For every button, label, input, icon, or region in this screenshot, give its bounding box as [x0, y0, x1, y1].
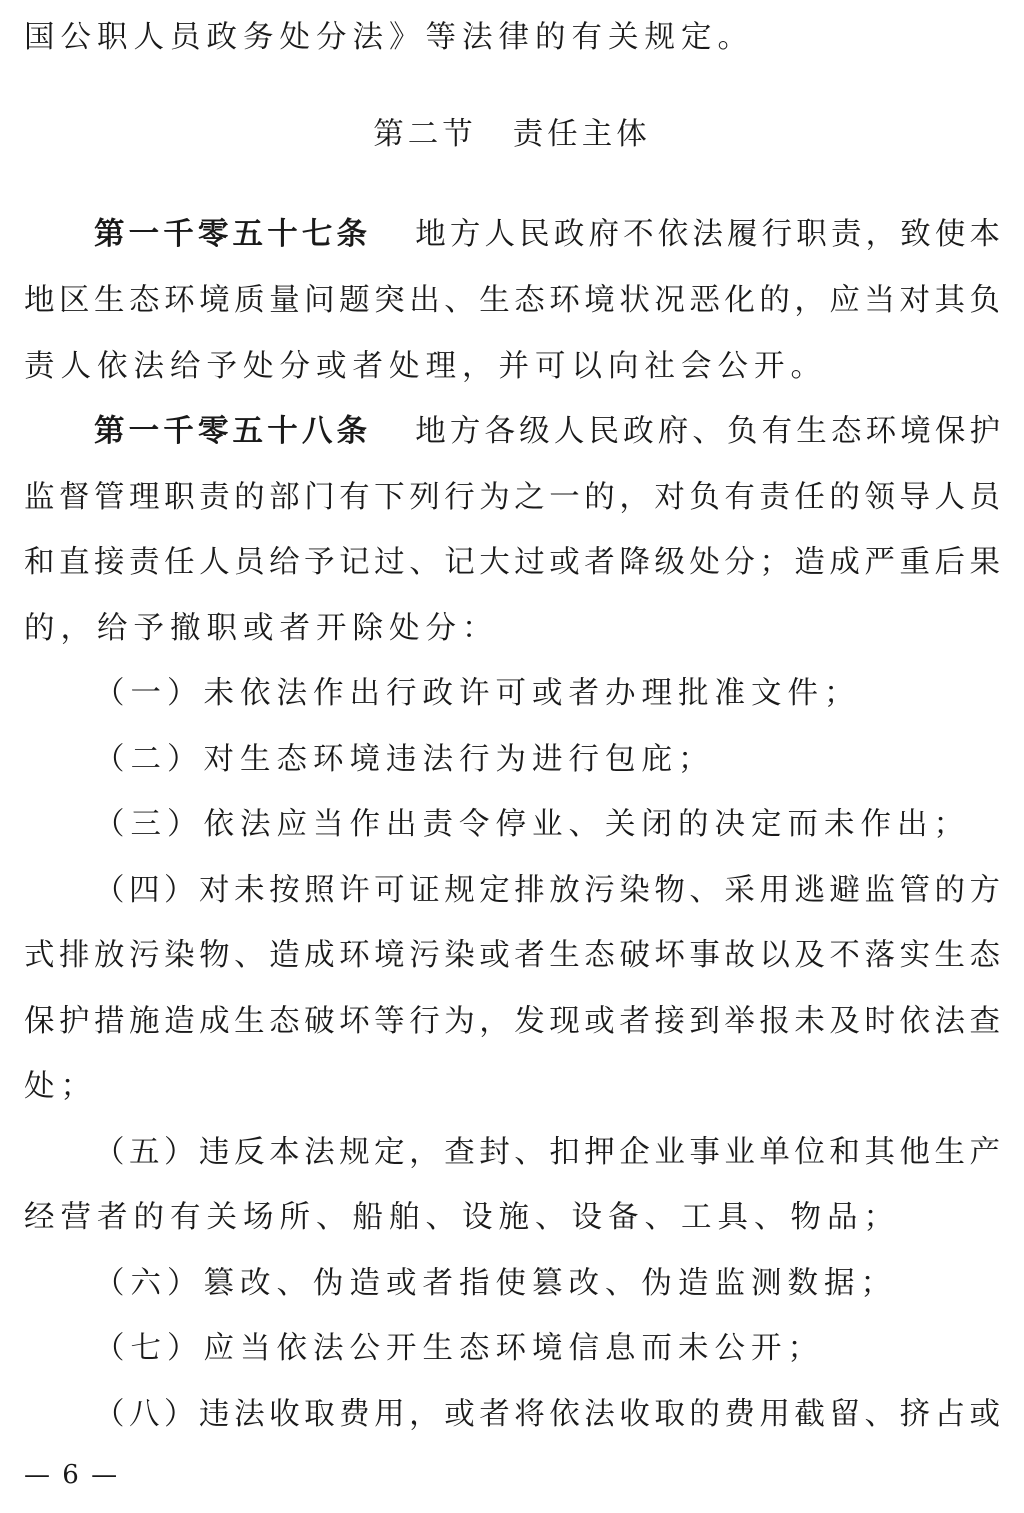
section-title: 责任主体 [512, 117, 651, 152]
section-heading [0, 115, 1024, 155]
article-1058-first-line [24, 412, 1000, 452]
text-line: 和直接责任人员给予记过、记大过或者降级处分；造成严重后果 [24, 545, 1000, 580]
list-item-4: （四）对未按照许可证规定排放污染物、采用逃避监管的方 [94, 873, 1000, 908]
list-item-2: （二）对生态环境违法行为进行包庇； [94, 742, 715, 777]
list-item-7: （七）应当依法公开生态环境信息而未公开； [94, 1331, 824, 1366]
article-1058-text: 地方各级人民政府、负有生态环境保护 [411, 414, 1001, 449]
list-item-1: （一）未依法作出行政许可或者办理批准文件； [94, 676, 861, 711]
page-number: — 6 — [24, 1460, 120, 1490]
article-1057-first-line [24, 215, 1000, 255]
text-line: 的，给予撤职或者开除处分： [24, 611, 499, 646]
article-1057-label: 第一千零五十七条 [94, 217, 372, 252]
text-line: 保护措施造成生态破坏等行为，发现或者接到举报未及时依法查 [24, 1004, 1000, 1039]
list-item-3: （三）依法应当作出责令停业、关闭的决定而未作出； [94, 807, 970, 842]
text-line: 责人依法给予处分或者处理，并可以向社会公开。 [24, 349, 827, 384]
list-item-6: （六）篡改、伪造或者指使篡改、伪造监测数据； [94, 1266, 897, 1301]
text-line: 处； [24, 1069, 97, 1104]
list-item-8: （八）违法收取费用，或者将依法收取的费用截留、挤占或 [94, 1397, 1000, 1432]
article-1058-label: 第一千零五十八条 [94, 414, 372, 449]
text-line: 式排放污染物、造成环境污染或者生态破坏事故以及不落实生态 [24, 938, 1000, 973]
article-1057-text: 地方人民政府不依法履行职责，致使本 [411, 217, 1001, 252]
text-line: 监督管理职责的部门有下列行为之一的，对负有责任的领导人员 [24, 480, 1000, 515]
text-line: 经营者的有关场所、船舶、设施、设备、工具、物品； [24, 1200, 900, 1235]
text-line: 国公职人员政务处分法》等法律的有关规定。 [24, 20, 754, 55]
section-number: 第二节 [373, 117, 477, 152]
list-item-5: （五）违反本法规定，查封、扣押企业事业单位和其他生产 [94, 1135, 1000, 1170]
text-line: 地区生态环境质量问题突出、生态环境状况恶化的，应当对其负 [24, 283, 1000, 318]
